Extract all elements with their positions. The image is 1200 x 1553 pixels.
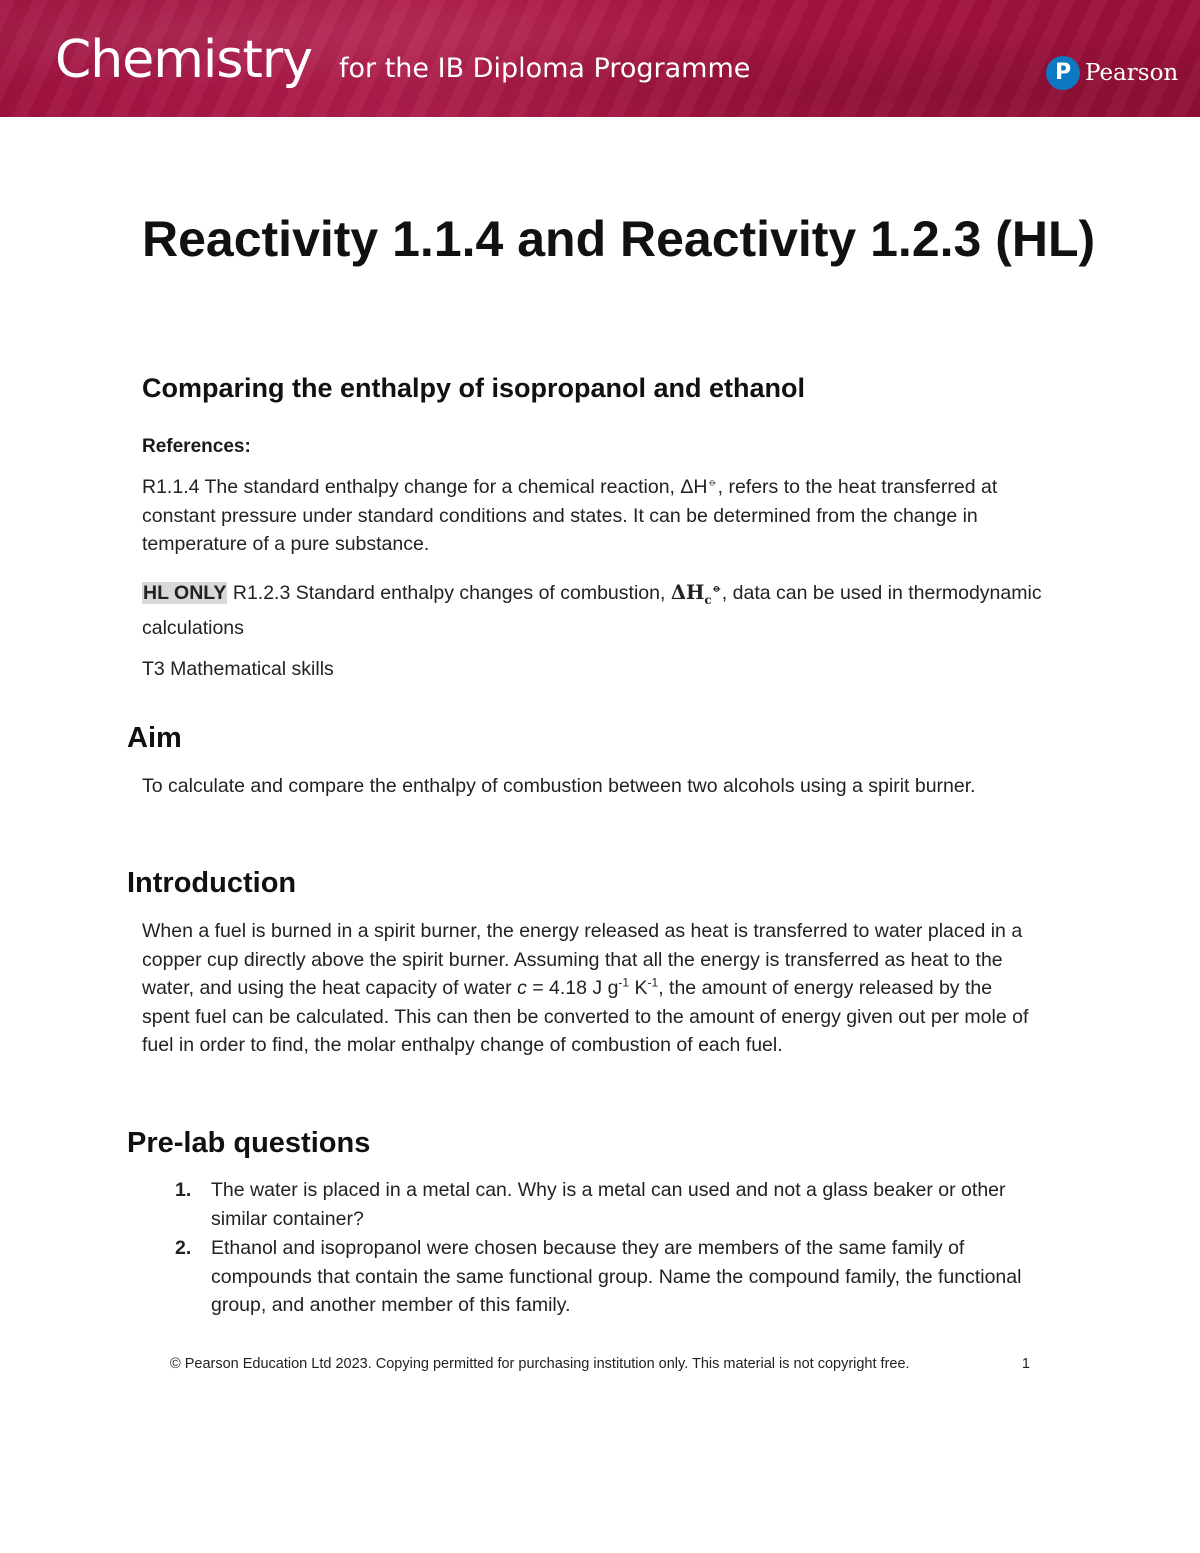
introduction-text: When a fuel is burned in a spirit burner, the energy released as heat is transferred to water placed in a copper cup directly above the spirit burner. Assuming that all the energy is transferred as heat to the water, and using the heat capacity of water c = 4.18 J $g^{-1}$ $K^{-1}$, the amount of energy released by the spent fuel can be calculated. This can then be converted to the amount of energy given out per mole of fuel in order to find, the molar enthalpy change of combustion of each fuel.	[142, 920, 1029, 1056]
page-footer	[170, 1353, 1030, 1375]
prelab-question	[142, 1176, 1062, 1233]
ref1-text-start: R1.1.4 The standard enthalpy change for a chemical reaction,	[142, 476, 681, 498]
book-title: Chemistry	[55, 30, 312, 90]
ref2-text-end: , data can be used in thermodynamic calculations	[142, 582, 1042, 640]
pearson-logo-icon: P	[1046, 56, 1080, 90]
ref1-text-end: , refers to the heat transferred at constant pressure under standard conditions and states. It can be determined from the change in temperature of a pure substance.	[142, 476, 998, 555]
prelab-question	[142, 1234, 1062, 1320]
aim-heading: Aim	[127, 722, 182, 754]
combustion-enthalpy-symbol: $\Delta H_c^⦵$	[670, 580, 722, 607]
reference-t3: T3 Mathematical skills	[142, 658, 334, 680]
hl-only-badge: HL ONLY	[143, 582, 227, 604]
references-label: References:	[142, 436, 251, 457]
question-number: 1.	[175, 1179, 192, 1201]
aim-text: To calculate and compare the enthalpy of combustion between two alcohols using a spirit burner.	[142, 775, 976, 797]
book-subtitle: for the IB Diploma Programme	[339, 53, 751, 84]
header-banner	[0, 0, 1200, 117]
prelab-question-list	[142, 1176, 1062, 1321]
question-text: Ethanol and isopropanol were chosen because they are members of the same family of compounds that contain the same functional group. Name the compound family, the functional group, and another member of this family.	[211, 1237, 1022, 1316]
prelab-heading: Pre-lab questions	[127, 1127, 371, 1159]
reference-r1-2-3	[142, 579, 1042, 643]
copyright-notice: © Pearson Education Ltd 2023. Copying permitted for purchasing institution only. This material is not copyright free.	[170, 1356, 910, 1372]
ref2-text-start: R1.2.3 Standard enthalpy changes of combustion,	[227, 582, 671, 604]
question-text: The water is placed in a metal can. Why is a metal can used and not a glass beaker or other similar container?	[211, 1179, 1006, 1230]
page-title: Reactivity 1.1.4 and Reactivity 1.2.3 (HL)	[142, 211, 1096, 267]
publisher-name: Pearson	[1085, 60, 1179, 86]
question-number: 2.	[175, 1237, 192, 1259]
page-subtitle: Comparing the enthalpy of isopropanol and ethanol	[142, 373, 806, 403]
enthalpy-symbol: ΔH⦵	[680, 474, 718, 498]
reference-r1-1-4	[142, 473, 1042, 559]
introduction-heading: Introduction	[127, 867, 297, 899]
page-number: 1	[1021, 1356, 1030, 1372]
